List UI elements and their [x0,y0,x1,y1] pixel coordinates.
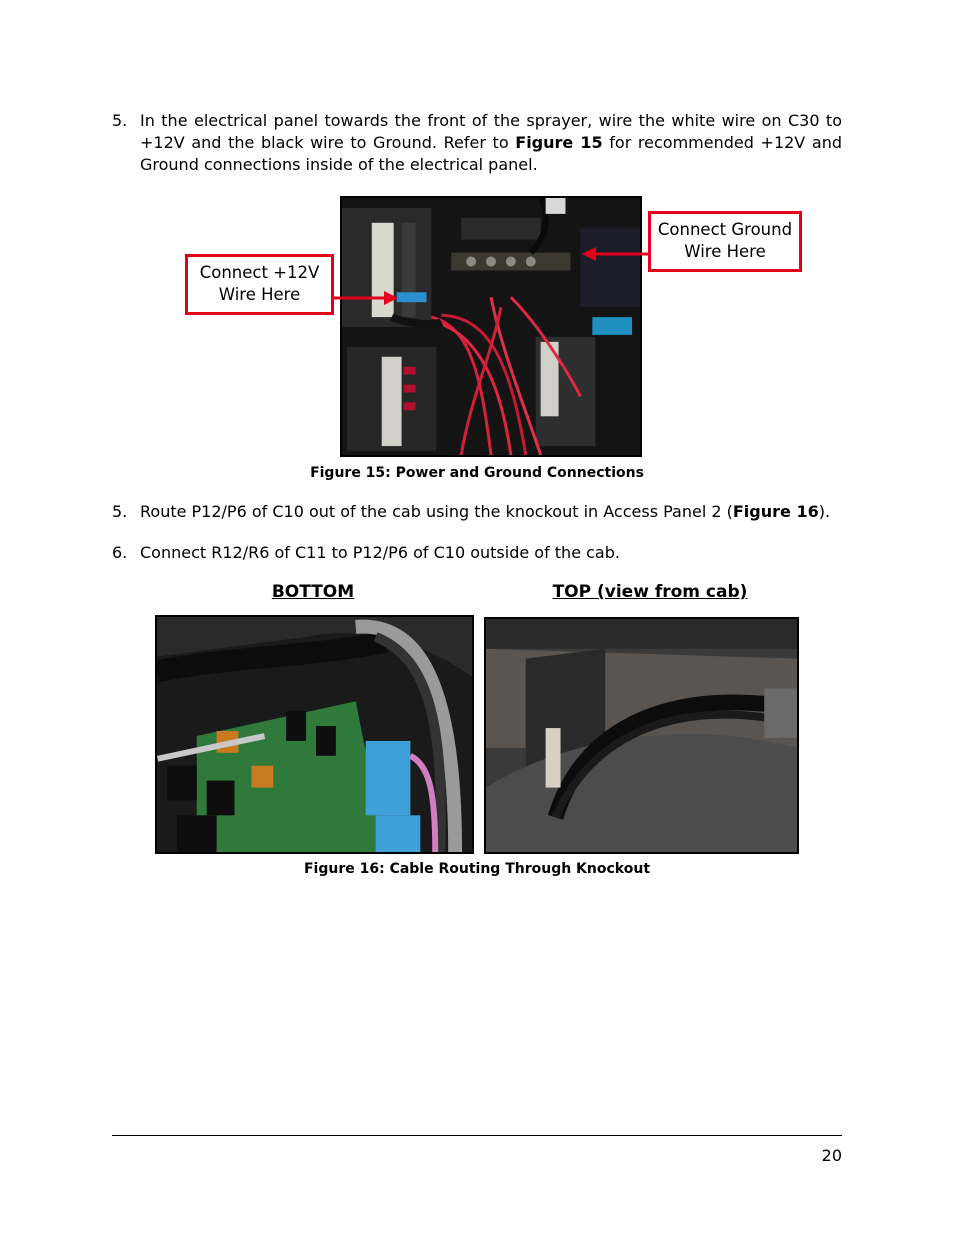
step-5-power-ground [112,110,842,176]
figure-16-top-photo [484,617,799,854]
step-number: 5. [112,111,128,130]
arrow-12v [330,288,400,308]
arrow-ground [580,244,650,264]
step-number: 5. [112,502,128,521]
figure-16-caption: Figure 16: Cable Routing Through Knockout [303,861,651,877]
step-text: Connect R12/R6 of C11 to P12/P6 of C10 outside of the cab. [140,543,620,562]
footer-rule [112,1135,842,1136]
figure-15-caption: Figure 15: Power and Ground Connections [310,465,644,481]
figure-16-bottom-photo [155,615,474,854]
step-5-route [112,501,842,523]
figure-15-ref: Figure 15 [515,133,603,152]
callout-ground [648,211,802,272]
callout-12v [185,254,334,315]
step-number: 6. [112,543,128,562]
label-bottom: BOTTOM [271,582,355,602]
step-text: Route P12/P6 of C10 out of the cab using the knockout in Access Panel 2 (Figure 16). [140,502,831,521]
label-top: TOP (view from cab) [552,582,748,602]
figure-15-photo [340,196,642,457]
step-6-connect [112,542,842,564]
callout-ground-text: Connect Ground Wire Here [657,220,793,261]
step-text: In the electrical panel towards the front of the sprayer, wire the white wire on C30 to +12V and the black wire to Ground. Refer to Figure 15 for recommended +12V and Ground connections inside of the electrical panel. [140,111,842,174]
figure-16-ref: Figure 16 [732,502,819,521]
callout-12v-text: Connect +12V Wire Here [199,263,320,304]
page-number: 20 [821,1146,842,1165]
